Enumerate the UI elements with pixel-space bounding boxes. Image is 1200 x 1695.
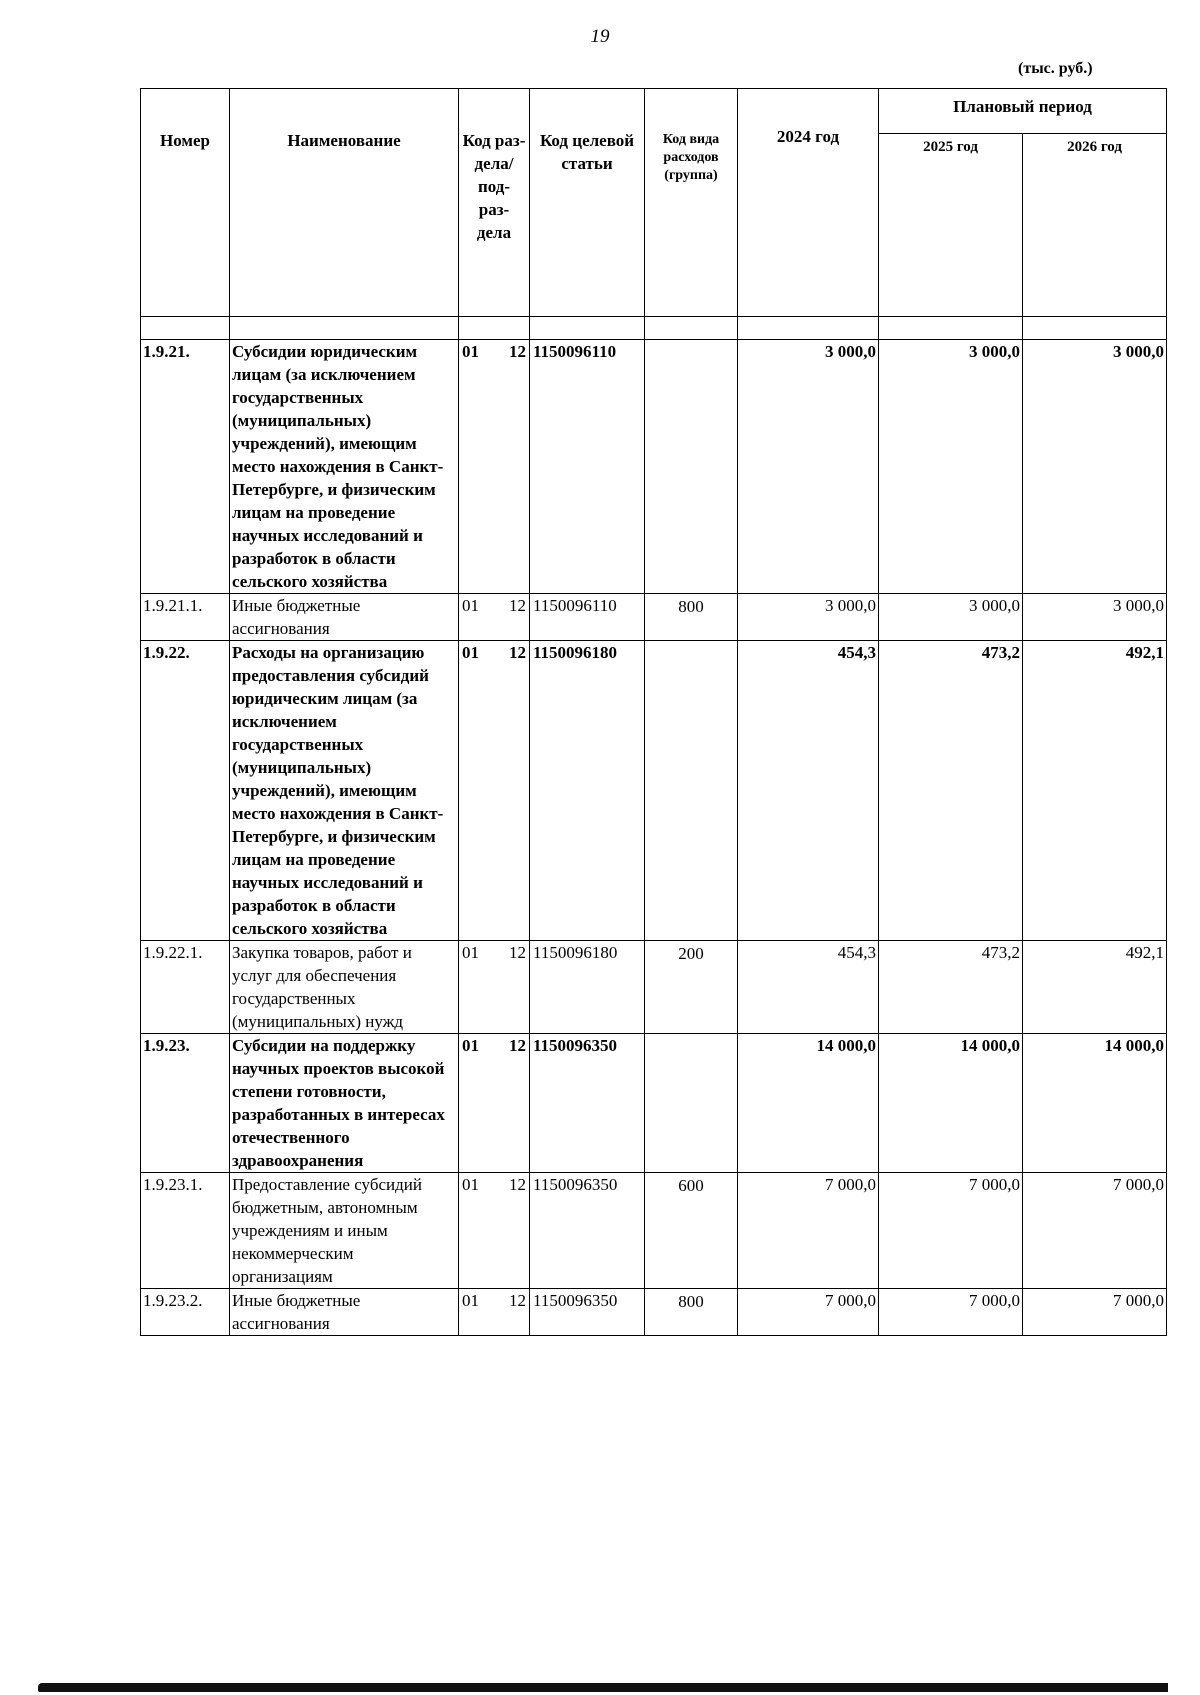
row-amount-2024: 454,3 xyxy=(738,641,879,941)
table-row xyxy=(141,1034,1167,1173)
units-label: (тыс. руб.) xyxy=(1018,60,1093,77)
page-number: 19 xyxy=(590,26,610,47)
razdel-code: 01 xyxy=(462,596,479,615)
row-name: Закупка товаров, работ и услуг для обеспечения государственных (муниципальных) нужд xyxy=(230,941,459,1034)
table-row xyxy=(141,941,1167,1034)
podrazdel-code: 12 xyxy=(509,943,526,962)
row-amount-2026: 492,1 xyxy=(1023,941,1167,1034)
header-year-2025: 2025 год xyxy=(879,134,1023,317)
row-amount-2025: 14 000,0 xyxy=(879,1034,1023,1173)
row-celevaya-statya: 1150096350 xyxy=(530,1034,645,1173)
row-number: 1.9.23.1. xyxy=(141,1173,230,1289)
header-naimenovanie: Наименование xyxy=(230,89,459,317)
podrazdel-code: 12 xyxy=(509,342,526,361)
row-celevaya-statya: 1150096180 xyxy=(530,941,645,1034)
row-amount-2025: 7 000,0 xyxy=(879,1173,1023,1289)
header-kod-razdela: Код раз- дела/ под- раз- дела xyxy=(459,89,530,317)
razdel-code: 01 xyxy=(462,643,479,662)
row-vid-rashodov xyxy=(645,641,738,941)
row-vid-rashodov: 200 xyxy=(645,941,738,1034)
row-amount-2026: 3 000,0 xyxy=(1023,594,1167,641)
row-amount-2026: 14 000,0 xyxy=(1023,1034,1167,1173)
row-amount-2026: 492,1 xyxy=(1023,641,1167,941)
row-name: Иные бюджетные ассигнования xyxy=(230,594,459,641)
row-vid-rashodov xyxy=(645,340,738,594)
row-amount-2026: 7 000,0 xyxy=(1023,1173,1167,1289)
row-amount-2024: 3 000,0 xyxy=(738,594,879,641)
row-amount-2025: 473,2 xyxy=(879,941,1023,1034)
row-razdel xyxy=(459,641,530,941)
header-kod-vida-rashodov: Код вида расходов (группа) xyxy=(645,89,738,317)
row-razdel xyxy=(459,1034,530,1173)
row-razdel xyxy=(459,941,530,1034)
header-year-2024: 2024 год xyxy=(738,89,879,317)
row-celevaya-statya: 1150096350 xyxy=(530,1173,645,1289)
row-name: Субсидии на поддержку научных проектов высокой степени готовности, разработанных в интересах отечественного здравоохранения xyxy=(230,1034,459,1173)
razdel-code: 01 xyxy=(462,342,479,361)
row-amount-2024: 7 000,0 xyxy=(738,1289,879,1336)
header-nomer: Номер xyxy=(141,89,230,317)
podrazdel-code: 12 xyxy=(509,596,526,615)
table-row xyxy=(141,1173,1167,1289)
row-amount-2025: 3 000,0 xyxy=(879,340,1023,594)
header-year-2026: 2026 год xyxy=(1023,134,1167,317)
header-row-top xyxy=(141,89,1167,134)
header-kod-celevoy-stati: Код целевой статьи xyxy=(530,89,645,317)
podrazdel-code: 12 xyxy=(509,643,526,662)
row-vid-rashodov: 800 xyxy=(645,594,738,641)
row-name: Иные бюджетные ассигнования xyxy=(230,1289,459,1336)
row-name: Предоставление субсидий бюджетным, автономным учреждениям и иным некоммерческим организациям xyxy=(230,1173,459,1289)
row-amount-2025: 7 000,0 xyxy=(879,1289,1023,1336)
row-name: Расходы на организацию предоставления субсидий юридическим лицам (за исключением государственных (муниципальных) учреждений), имеющим место нахождения в Санкт-Петербурге, и физическим лицам на проведение научных исследований и разработок в области сельского хозяйства xyxy=(230,641,459,941)
row-vid-rashodov xyxy=(645,1034,738,1173)
row-amount-2024: 3 000,0 xyxy=(738,340,879,594)
row-number: 1.9.22.1. xyxy=(141,941,230,1034)
row-vid-rashodov: 800 xyxy=(645,1289,738,1336)
row-name: Субсидии юридическим лицам (за исключением государственных (муниципальных) учреждений), имеющим место нахождения в Санкт-Петербурге, и физическим лицам на проведение научных исследований и разработок в области сельского хозяйства xyxy=(230,340,459,594)
table-row xyxy=(141,340,1167,594)
row-razdel xyxy=(459,1289,530,1336)
row-number: 1.9.21.1. xyxy=(141,594,230,641)
row-amount-2026: 7 000,0 xyxy=(1023,1289,1167,1336)
table-row xyxy=(141,594,1167,641)
row-razdel xyxy=(459,594,530,641)
row-amount-2024: 14 000,0 xyxy=(738,1034,879,1173)
razdel-code: 01 xyxy=(462,1036,479,1055)
row-number: 1.9.22. xyxy=(141,641,230,941)
podrazdel-code: 12 xyxy=(509,1291,526,1310)
header-planovyy-period: Плановый период xyxy=(879,89,1167,134)
header-gap-row xyxy=(141,317,1167,340)
row-celevaya-statya: 1150096180 xyxy=(530,641,645,941)
razdel-code: 01 xyxy=(462,943,479,962)
podrazdel-code: 12 xyxy=(509,1036,526,1055)
row-amount-2025: 473,2 xyxy=(879,641,1023,941)
row-amount-2024: 7 000,0 xyxy=(738,1173,879,1289)
row-celevaya-statya: 1150096110 xyxy=(530,340,645,594)
row-amount-2024: 454,3 xyxy=(738,941,879,1034)
razdel-code: 01 xyxy=(462,1291,479,1310)
row-celevaya-statya: 1150096350 xyxy=(530,1289,645,1336)
table-row xyxy=(141,641,1167,941)
table-row xyxy=(141,1289,1167,1336)
row-amount-2025: 3 000,0 xyxy=(879,594,1023,641)
row-razdel xyxy=(459,340,530,594)
row-number: 1.9.23.2. xyxy=(141,1289,230,1336)
budget-table xyxy=(140,88,1167,1336)
razdel-code: 01 xyxy=(462,1175,479,1194)
bottom-scan-rule xyxy=(38,1683,1168,1692)
row-number: 1.9.21. xyxy=(141,340,230,594)
podrazdel-code: 12 xyxy=(509,1175,526,1194)
row-vid-rashodov: 600 xyxy=(645,1173,738,1289)
row-razdel xyxy=(459,1173,530,1289)
row-number: 1.9.23. xyxy=(141,1034,230,1173)
row-celevaya-statya: 1150096110 xyxy=(530,594,645,641)
row-amount-2026: 3 000,0 xyxy=(1023,340,1167,594)
